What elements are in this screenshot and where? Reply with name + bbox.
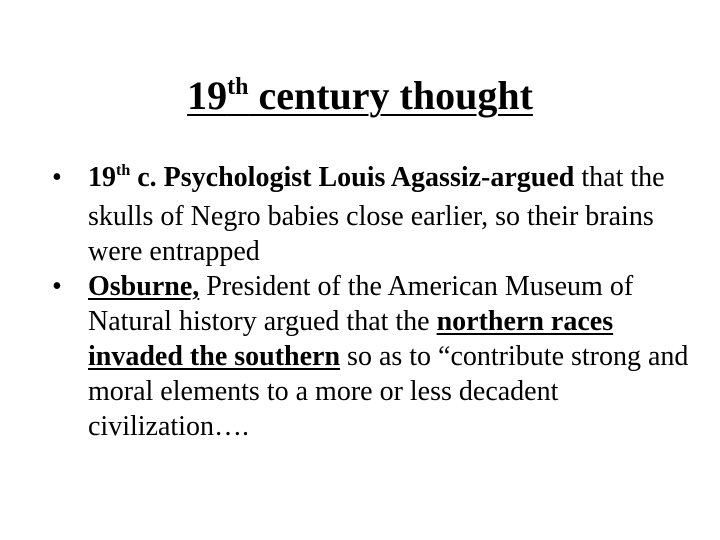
slide-title (0, 72, 720, 126)
bullet-body-text: that the skulls of Negro babies close earlier, so their brains were entrapped (88, 162, 665, 267)
title-rest: century thought (248, 73, 533, 118)
title-number: 19 (187, 73, 228, 118)
bullet-dot: • (52, 271, 62, 302)
bullet-item-agassiz (52, 160, 692, 269)
bullet-name-osburne: Osburne, (88, 271, 200, 302)
bullet-bold-lead: c. Psychologist Louis Agassiz-argued (130, 162, 575, 193)
bullet-item-osburne (52, 269, 692, 444)
bullet-body-text: President of the American Museum of Natural history argued that the (88, 271, 634, 337)
bullet-ordinal-suffix: th (116, 162, 131, 179)
bullet-number: 19 (88, 162, 116, 193)
bullet-body-text-cont: so as to “contribute strong and moral elements to a more or less decadent civilization…. (88, 341, 689, 442)
bullet-emphasis-text: northern races invaded the southern (88, 306, 614, 372)
bullet-dot: • (52, 162, 62, 193)
bullet-list (52, 160, 692, 444)
title-ordinal-suffix: th (227, 74, 249, 100)
slide-title-text (187, 73, 533, 118)
